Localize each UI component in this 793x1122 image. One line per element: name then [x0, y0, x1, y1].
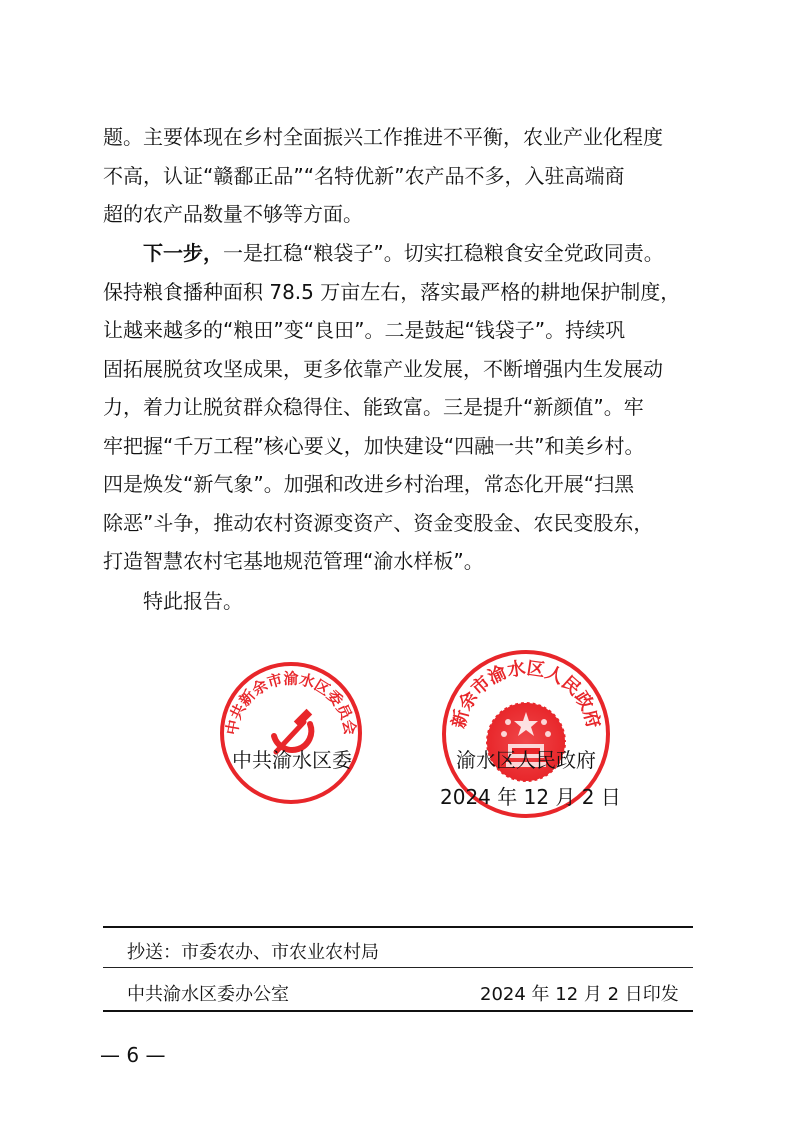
paragraph-1	[103, 118, 695, 234]
body-line: 题。主要体现在乡村全面振兴工作推进不平衡，农业产业化程度	[103, 125, 663, 149]
body-line: 牢把握“千万工程”核心要义，加快建设“四融一共”和美乡村。	[103, 433, 645, 458]
body-line: 保持粮食播种面积 78.5 万亩左右，落实最严格的耕地保护制度，	[103, 279, 681, 304]
next-step-lead: 下一步，	[143, 241, 223, 265]
cc-recipients: 抄送：市委农办、市农业农村局	[127, 942, 379, 963]
body-line: 不高，认证“赣鄱正品”“名特优新”农产品不多，入驻高端商	[103, 163, 625, 188]
body-line: 除恶”斗争，推动农村资源变资产、资金变股金、农民变股东，	[103, 510, 654, 535]
page-number: — 6 —	[100, 1043, 166, 1067]
signature-date: 2024 年 12 月 2 日	[440, 785, 621, 809]
issuing-office: 中共渝水区委办公室	[127, 984, 289, 1005]
print-date: 2024 年 12 月 2 日印发	[480, 984, 679, 1005]
svg-text:新余市渝水区人民政府: 新余市渝水区人民政府	[448, 657, 604, 731]
party-committee-seal	[218, 660, 364, 806]
closing-text: 特此报告。	[143, 589, 243, 613]
body-line: 力，着力让脱贫群众稳得住、能致富。三是提升“新颜值”。牢	[103, 395, 644, 419]
footer-top-rule	[103, 926, 693, 928]
paragraph-2	[103, 234, 695, 581]
body-text: 一是扛稳“粮袋子”。切实扛稳粮食安全党政同责。	[223, 241, 664, 265]
body-line: 固拓展脱贫攻坚成果，更多依靠产业发展，不断增强内生发展动	[103, 356, 663, 381]
footer-bottom-rule	[103, 1010, 693, 1012]
closing-paragraph	[103, 582, 695, 621]
body-line	[103, 234, 695, 273]
body-line: 超的农产品数量不够等方面。	[103, 202, 363, 226]
footer-middle-rule	[103, 967, 693, 968]
svg-text:中共新余市渝水区委员会: 中共新余市渝水区委员会	[222, 669, 360, 737]
body-line: 打造智慧农村宅基地规范管理“渝水样板”。	[103, 549, 484, 573]
body-line: 四是焕发“新气象”。加强和改进乡村治理，常态化开展“扫黑	[103, 472, 635, 496]
body-line: 让越来越多的“粮田”变“良田”。二是鼓起“钱袋子”。持续巩	[103, 318, 626, 342]
signatory-government: 渝水区人民政府	[456, 748, 596, 772]
signatory-party-committee: 中共渝水区委	[232, 748, 352, 772]
